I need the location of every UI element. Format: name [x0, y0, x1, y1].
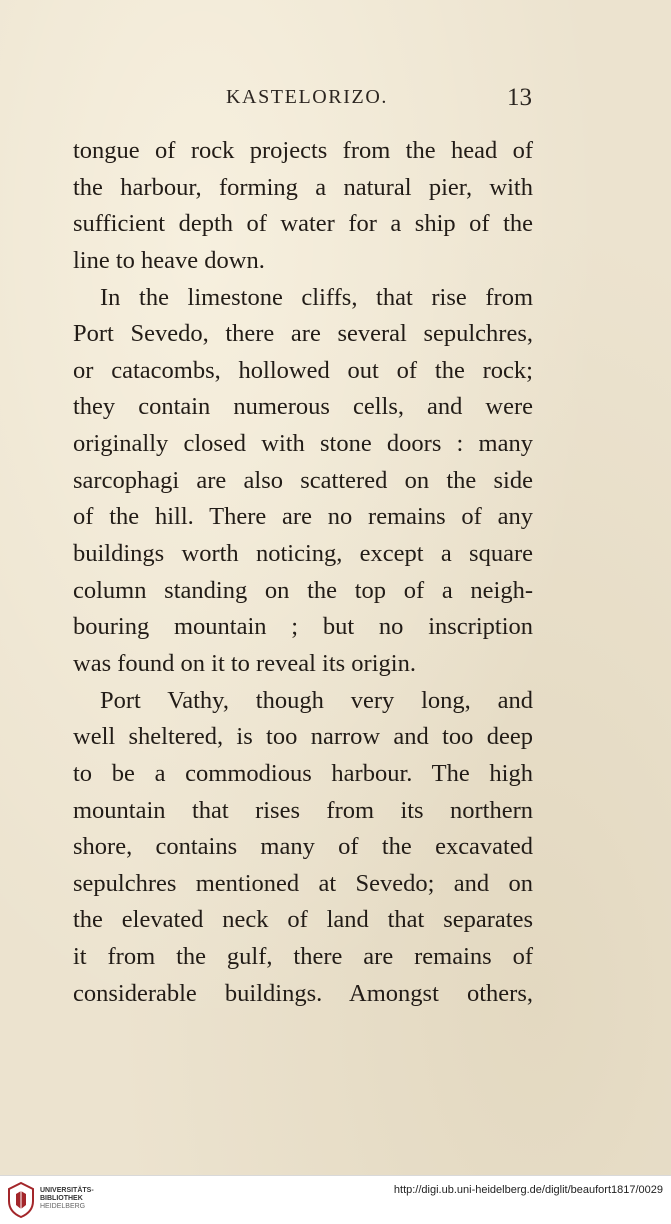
page-header — [72, 84, 534, 116]
text-line: to be a commodious harbour. The high — [73, 759, 533, 787]
library-name-line: HEIDELBERG — [40, 1203, 86, 1210]
text-line: shore, contains many of the excavated — [73, 833, 533, 861]
running-head: KASTELORIZO. — [226, 86, 388, 108]
footer-bar — [0, 1175, 671, 1224]
text-line: the harbour, forming a natural pier, with — [73, 173, 533, 201]
library-name — [40, 1187, 94, 1211]
text-line: sepulchres mentioned at Sevedo; and on — [73, 869, 533, 897]
text-line: considerable buildings. Amongst others, — [73, 979, 533, 1007]
text-line: originally closed with stone doors : many — [73, 430, 533, 458]
library-name-line: BIBLIOTHEK — [40, 1195, 83, 1202]
text-line: tongue of rock projects from the head of — [73, 137, 533, 164]
library-name-line: UNIVERSITÄTS- — [40, 1187, 94, 1194]
text-line: sufficient depth of water for a ship of the — [73, 210, 533, 238]
text-line: well sheltered, is too narrow and too deep — [73, 723, 533, 751]
text-line: column standing on the top of a neigh- — [73, 576, 533, 604]
page-number: 13 — [507, 84, 532, 111]
source-url[interactable]: http://digi.ub.uni-heidelberg.de/diglit/beaufort1817/0029 — [393, 1184, 663, 1196]
university-seal-icon — [6, 1181, 36, 1219]
text-line: or catacombs, hollowed out of the rock; — [73, 356, 533, 384]
text-line: mountain that rises from its northern — [73, 796, 533, 824]
text-line: Port Sevedo, there are several sepulchres, — [73, 320, 533, 348]
text-line: line to heave down. — [73, 246, 265, 274]
text-line: In the limestone cliffs, that rise from — [100, 283, 533, 311]
text-line: of the hill. There are no remains of any — [73, 503, 533, 531]
text-line: they contain numerous cells, and were — [73, 393, 533, 421]
body-text — [73, 133, 533, 1012]
text-line: the elevated neck of land that separates — [73, 906, 533, 934]
text-line: sarcophagi are also scattered on the side — [73, 466, 533, 494]
text-line: buildings worth noticing, except a square — [73, 540, 533, 568]
text-line: bouring mountain ; but no inscription — [73, 613, 533, 641]
text-line: it from the gulf, there are remains of — [73, 943, 533, 971]
text-line: Port Vathy, though very long, and — [100, 686, 533, 714]
text-line: was found on it to reveal its origin. — [73, 649, 416, 677]
